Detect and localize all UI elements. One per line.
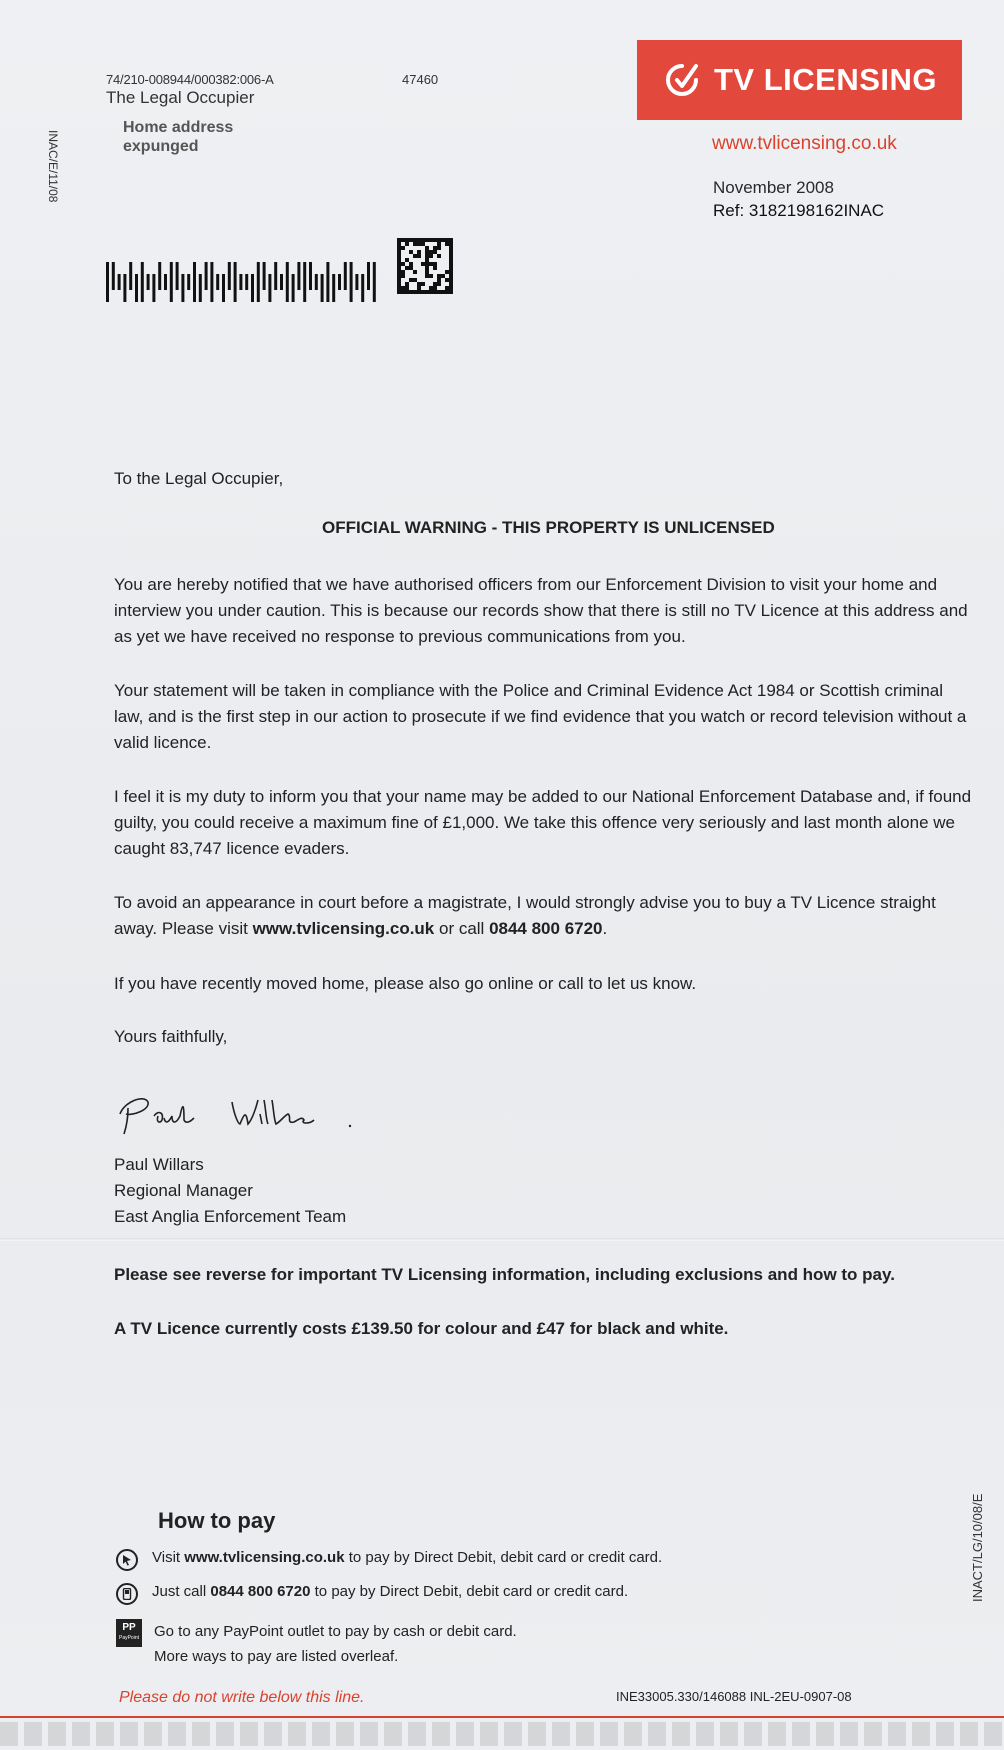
code-module	[445, 242, 449, 246]
barcode-bar	[187, 274, 190, 290]
barcode-bar	[228, 262, 231, 290]
code-module	[449, 262, 453, 266]
warning-heading: OFFICIAL WARNING - THIS PROPERTY IS UNLICENSED	[322, 518, 775, 537]
code-module	[401, 274, 405, 278]
barcode-bar	[210, 262, 213, 302]
code-module	[449, 254, 453, 258]
code-module	[433, 282, 437, 286]
code-module	[409, 278, 413, 282]
code-module	[425, 246, 429, 250]
code-module	[437, 282, 441, 286]
code-module	[425, 238, 429, 242]
code-module	[425, 270, 429, 274]
code-module	[413, 242, 417, 246]
barcode-bar	[338, 274, 341, 290]
barcode-bar	[141, 262, 144, 302]
barcode-bar	[355, 274, 358, 290]
code-module	[433, 262, 437, 266]
code-module	[429, 254, 433, 258]
barcode-bar	[199, 274, 202, 302]
code-module	[401, 262, 405, 266]
vertical-code: INACT/LG/10/08/E	[970, 1493, 985, 1602]
code-module	[413, 238, 417, 242]
barcode-bar	[222, 274, 225, 302]
datamatrix-code	[397, 238, 453, 294]
barcode-bar	[158, 262, 161, 290]
code-module	[433, 246, 437, 250]
barcode-bar	[239, 274, 242, 290]
barcode-bar	[274, 262, 277, 290]
signer-title: Regional Manager	[114, 1181, 253, 1200]
barcode-bar	[152, 274, 155, 302]
barcode-bar	[309, 262, 312, 290]
barcode-bar	[106, 262, 109, 302]
code-module	[397, 246, 401, 250]
code-module	[445, 286, 449, 290]
fold-line	[0, 1238, 1004, 1241]
barcode-bar	[123, 274, 126, 302]
code-module	[437, 242, 441, 246]
code-module	[433, 286, 437, 290]
code-module	[401, 246, 405, 250]
phone-icon	[116, 1583, 138, 1605]
pay-phone-row	[116, 1583, 628, 1605]
code-module	[397, 250, 401, 254]
code-module	[397, 258, 401, 262]
barcode-bar	[234, 262, 237, 302]
address-note: Home address expunged	[123, 119, 234, 155]
pay-paypoint-row	[116, 1619, 517, 1669]
code-module	[449, 282, 453, 286]
code-module	[445, 278, 449, 282]
code-module	[425, 254, 429, 258]
signer-team: East Anglia Enforcement Team	[114, 1207, 347, 1226]
code-module	[429, 290, 433, 294]
code-module	[449, 250, 453, 254]
code-module	[449, 238, 453, 242]
barcode-bar	[373, 262, 376, 302]
salutation: To the Legal Occupier,	[114, 469, 284, 488]
barcode-bar	[280, 274, 283, 290]
licence-cost-note: A TV Licence currently costs £139.50 for colour and £47 for black and white.	[114, 1319, 729, 1338]
code-module	[421, 238, 425, 242]
code-module	[409, 266, 413, 270]
barcode-bar	[164, 274, 167, 290]
code-module	[409, 250, 413, 254]
barcode-bar	[251, 274, 254, 302]
code-module	[441, 290, 445, 294]
recipient-name: The Legal Occupier	[106, 88, 255, 107]
code-module	[449, 242, 453, 246]
code-module	[409, 290, 413, 294]
code-module	[429, 238, 433, 242]
code-module	[449, 266, 453, 270]
row1-pre: Visit	[152, 1549, 185, 1566]
barcode-bar	[216, 274, 219, 290]
code-module	[425, 274, 429, 278]
code-module	[421, 290, 425, 294]
code-module	[437, 238, 441, 242]
paypoint-icon	[116, 1619, 142, 1647]
code-module	[417, 286, 421, 290]
code-module	[429, 262, 433, 266]
p4-phone: 0844 800 6720	[489, 919, 603, 938]
barcode-bar	[303, 262, 306, 302]
barcode-bar	[297, 262, 300, 290]
paragraph-4	[114, 890, 974, 942]
p4-end: .	[602, 919, 608, 938]
code-module	[417, 250, 421, 254]
row2-post: to pay by Direct Debit, debit card or credit card.	[310, 1583, 629, 1600]
handwritten-signature	[114, 1080, 374, 1140]
code-module	[405, 286, 409, 290]
code-module	[437, 254, 441, 258]
code-module	[397, 270, 401, 274]
barcode-bar	[147, 274, 150, 290]
barcode-bar	[170, 262, 173, 302]
code-module	[429, 286, 433, 290]
code-module	[409, 262, 413, 266]
row3-line1: Go to any PayPoint outlet to pay by cash or debit card.	[154, 1623, 517, 1640]
code-module	[397, 262, 401, 266]
code-module	[401, 290, 405, 294]
code-module	[405, 282, 409, 286]
barcode-bar	[361, 274, 364, 302]
code-module	[437, 246, 441, 250]
pay-online-row	[116, 1549, 662, 1571]
pay-paypoint-text	[154, 1619, 517, 1669]
code-module	[405, 238, 409, 242]
barcode-bar	[257, 262, 260, 302]
barcode-bar	[263, 262, 266, 290]
header-website: www.tvlicensing.co.uk	[712, 133, 897, 154]
barcode-bar	[292, 274, 295, 302]
barcode-bar	[344, 262, 347, 290]
code-module	[417, 254, 421, 258]
code-module	[437, 274, 441, 278]
barcode-bar	[321, 274, 324, 302]
footer-codes: INE33005.330/146088 INL-2EU-0907-08	[616, 1689, 852, 1704]
barcode-bar	[176, 262, 179, 290]
code-module	[397, 286, 401, 290]
code-module	[429, 250, 433, 254]
paragraph-2: Your statement will be taken in compliance with the Police and Criminal Evidence Act 1984 or Scottish criminal law, and is the first step in our action to prosecute if we find evidence that you watch or record television without a valid licence.	[114, 681, 967, 752]
code-module	[449, 290, 453, 294]
code-module	[425, 266, 429, 270]
code-module	[449, 278, 453, 282]
red-divider	[0, 1716, 1004, 1718]
code-module	[433, 250, 437, 254]
code-module	[417, 290, 421, 294]
p4-website: www.tvlicensing.co.uk	[252, 919, 435, 938]
row1-website: www.tvlicensing.co.uk	[184, 1549, 345, 1566]
cursor-icon	[116, 1549, 138, 1571]
logo-text: TV LICENSING	[713, 62, 937, 97]
code-module	[437, 290, 441, 294]
code-module	[409, 238, 413, 242]
reverse-note: Please see reverse for important TV Licensing information, including exclusions and how to pay.	[114, 1265, 895, 1284]
code-module	[397, 282, 401, 286]
code-module	[445, 290, 449, 294]
barcode-bar	[112, 262, 115, 290]
tick-circle-icon	[662, 60, 702, 100]
code-module	[437, 278, 441, 282]
barcode-bar	[129, 262, 132, 290]
code-module	[449, 258, 453, 262]
code-module	[421, 242, 425, 246]
code-module	[405, 266, 409, 270]
code-module	[441, 274, 445, 278]
tv-licensing-logo	[637, 40, 962, 120]
barcode-bar	[332, 274, 335, 302]
row2-pre: Just call	[152, 1583, 211, 1600]
paypoint-small: PayPoint	[118, 1635, 139, 1641]
row3-line2: More ways to pay are listed overleaf.	[154, 1648, 399, 1665]
barcode-bar	[193, 262, 196, 302]
postal-barcode	[106, 262, 378, 302]
code-module	[421, 262, 425, 266]
code-module	[417, 238, 421, 242]
code-module	[401, 286, 405, 290]
barcode-bar	[181, 274, 184, 302]
code-module	[441, 238, 445, 242]
barcode-bar	[118, 274, 121, 290]
microprint-strip	[0, 1722, 1004, 1746]
code-module	[417, 282, 421, 286]
code-module	[401, 270, 405, 274]
code-module	[405, 242, 409, 246]
code-module	[433, 238, 437, 242]
paypoint-badge: PP	[122, 1622, 136, 1633]
p4-text: To avoid an appearance in court before a magistrate, I would strongly advise you to buy a TV Licence straight away. Please visit	[114, 893, 936, 938]
code-module	[449, 246, 453, 250]
code-module	[397, 242, 401, 246]
signer-name: Paul Willars	[114, 1155, 204, 1174]
code-module	[397, 238, 401, 242]
code-module	[397, 278, 401, 282]
closing: Yours faithfully,	[114, 1027, 228, 1046]
paragraph-3: I feel it is my duty to inform you that your name may be added to our National Enforcement Database and, if found guilty, you could receive a maximum fine of £1,000. We take this offence very seriously and last month alone we caught 83,747 licence evaders.	[114, 787, 972, 858]
code-module	[397, 274, 401, 278]
code-module	[425, 250, 429, 254]
barcode-bar	[205, 262, 208, 290]
letter-date: November 2008	[713, 178, 834, 197]
do-not-write-notice: Please do not write below this line.	[119, 1689, 365, 1706]
barcode-bar	[245, 274, 248, 290]
code-module	[417, 242, 421, 246]
code-module	[445, 238, 449, 242]
barcode-bar	[367, 262, 370, 290]
paragraph-1: You are hereby notified that we have authorised officers from our Enforcement Division to visit your home and interview you under caution. This is because our records show that there is still no TV Licence at this address and as yet we have received no response to previous communications from you.	[114, 575, 968, 646]
p4-text-2: or call	[434, 919, 490, 938]
row1-post: to pay by Direct Debit, debit card or credit card.	[344, 1549, 663, 1566]
pay-online-text	[152, 1549, 662, 1566]
code-module	[425, 258, 429, 262]
code-module	[413, 254, 417, 258]
row2-phone: 0844 800 6720	[210, 1583, 311, 1600]
barcode-bar	[286, 262, 289, 302]
barcode-bar	[326, 262, 329, 302]
batch-number: 47460	[402, 72, 439, 87]
pay-phone-text	[152, 1583, 628, 1600]
code-module	[401, 238, 405, 242]
code-module	[397, 266, 401, 270]
barcode-bar	[135, 274, 138, 302]
side-code: INAC/E/11/08	[46, 130, 60, 203]
barcode-bar	[350, 262, 353, 302]
code-module	[425, 262, 429, 266]
barcode-bar	[268, 274, 271, 302]
paragraph-5: If you have recently moved home, please also go online or call to let us know.	[114, 974, 697, 993]
code-module	[405, 290, 409, 294]
code-module	[449, 286, 453, 290]
code-module	[433, 290, 437, 294]
code-module	[413, 290, 417, 294]
code-module	[397, 254, 401, 258]
code-module	[405, 258, 409, 262]
code-module	[449, 270, 453, 274]
code-module	[433, 266, 437, 270]
how-to-pay-title: How to pay	[158, 1508, 276, 1533]
address-code: 74/210-008944/000382:006-A	[106, 72, 274, 87]
code-module	[425, 290, 429, 294]
code-module	[449, 274, 453, 278]
code-module	[397, 290, 401, 294]
code-module	[421, 282, 425, 286]
reference-number: Ref: 3182198162INAC	[713, 201, 885, 220]
code-module	[445, 270, 449, 274]
code-module	[413, 278, 417, 282]
barcode-bar	[315, 274, 318, 290]
code-module	[429, 274, 433, 278]
code-module	[413, 270, 417, 274]
